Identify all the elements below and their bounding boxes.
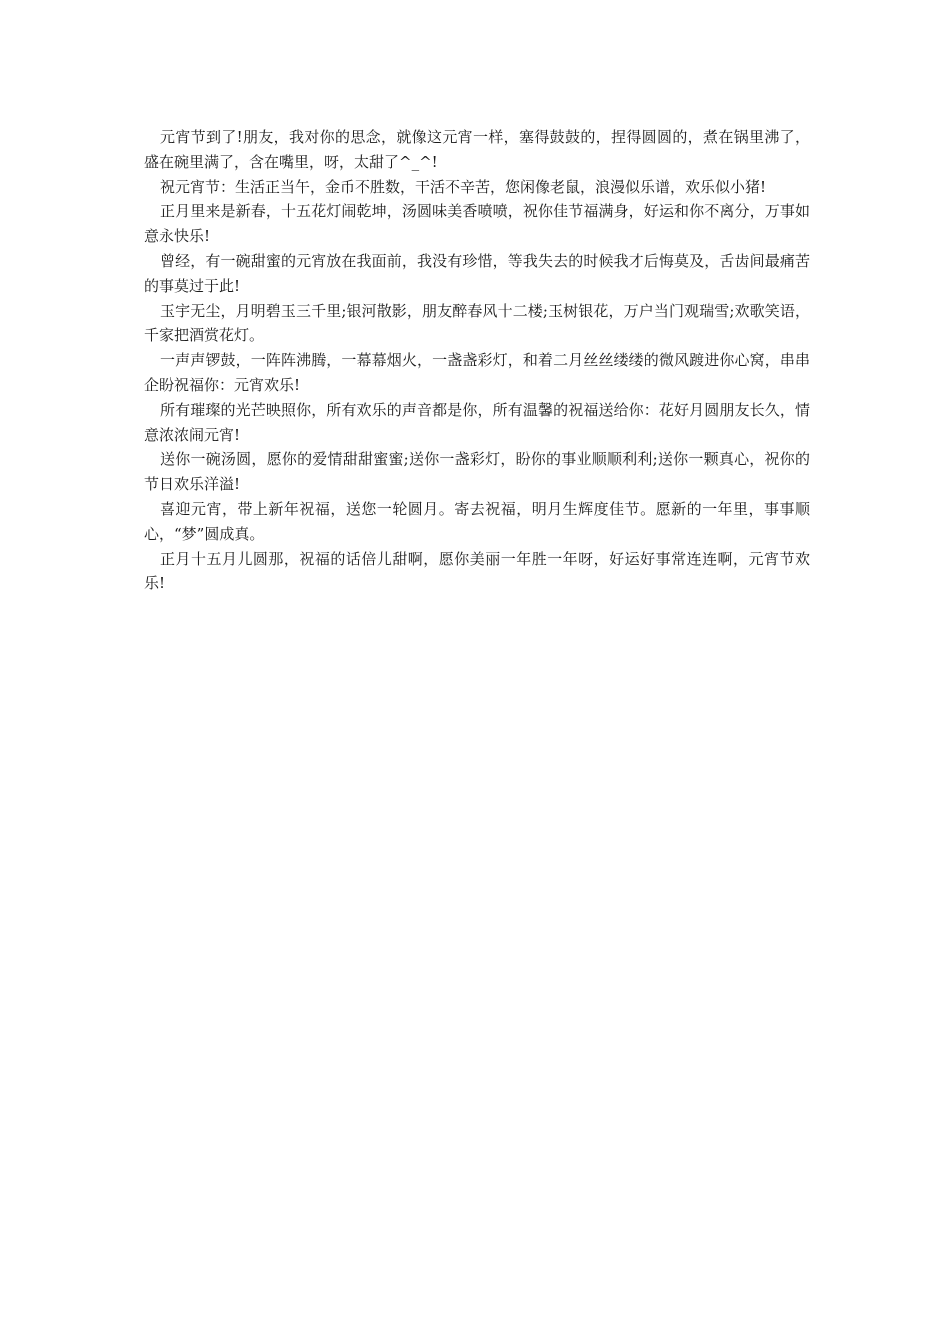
paragraph-7: 所有璀璨的光芒映照你，所有欢乐的声音都是你，所有温馨的祝福送给你：花好月圆朋友长久，情意浓浓闹元宵! <box>144 400 810 444</box>
paragraph-5: 玉宇无尘，月明碧玉三千里;银河散影，朋友醉春风十二楼;玉树银花，万户当门观瑞雪;欢歌笑语，千家把酒赏花灯。 <box>144 301 810 345</box>
paragraph-8: 送你一碗汤圆，愿你的爱情甜甜蜜蜜;送你一盏彩灯，盼你的事业顺顺利利;送你一颗真心，祝你的节日欢乐洋溢! <box>144 450 810 494</box>
paragraph-10: 正月十五月儿圆那，祝福的话倍儿甜啊，愿你美丽一年胜一年呀，好运好事常连连啊，元宵节欢乐! <box>144 549 810 593</box>
document-body <box>144 125 810 596</box>
paragraph-9: 喜迎元宵，带上新年祝福，送您一轮圆月。寄去祝福，明月生辉度佳节。愿新的一年里，事事顺心，“梦”圆成真。 <box>144 499 810 543</box>
paragraph-6: 一声声锣鼓，一阵阵沸腾，一幕幕烟火，一盏盏彩灯，和着二月丝丝缕缕的微风踱进你心窝，串串企盼祝福你：元宵欢乐! <box>144 351 810 394</box>
paragraph-2: 祝元宵节：生活正当午，金币不胜数，干活不辛苦，您闲像老鼠，浪漫似乐谱，欢乐似小猪! <box>160 177 767 196</box>
paragraph-1: 元宵节到了!朋友，我对你的思念，就像这元宵一样，塞得鼓鼓的，捏得圆圆的，煮在锅里沸了，盛在碗里满了，含在嘴里，呀，太甜了^_^! <box>144 128 810 171</box>
paragraph-4: 曾经，有一碗甜蜜的元宵放在我面前，我没有珍惜，等我失去的时候我才后悔莫及，舌齿间最痛苦的事莫过于此! <box>144 251 810 295</box>
paragraph-3: 正月里来是新春，十五花灯闹乾坤，汤圆味美香喷喷，祝你佳节福满身，好运和你不离分，万事如意永快乐! <box>144 202 810 246</box>
